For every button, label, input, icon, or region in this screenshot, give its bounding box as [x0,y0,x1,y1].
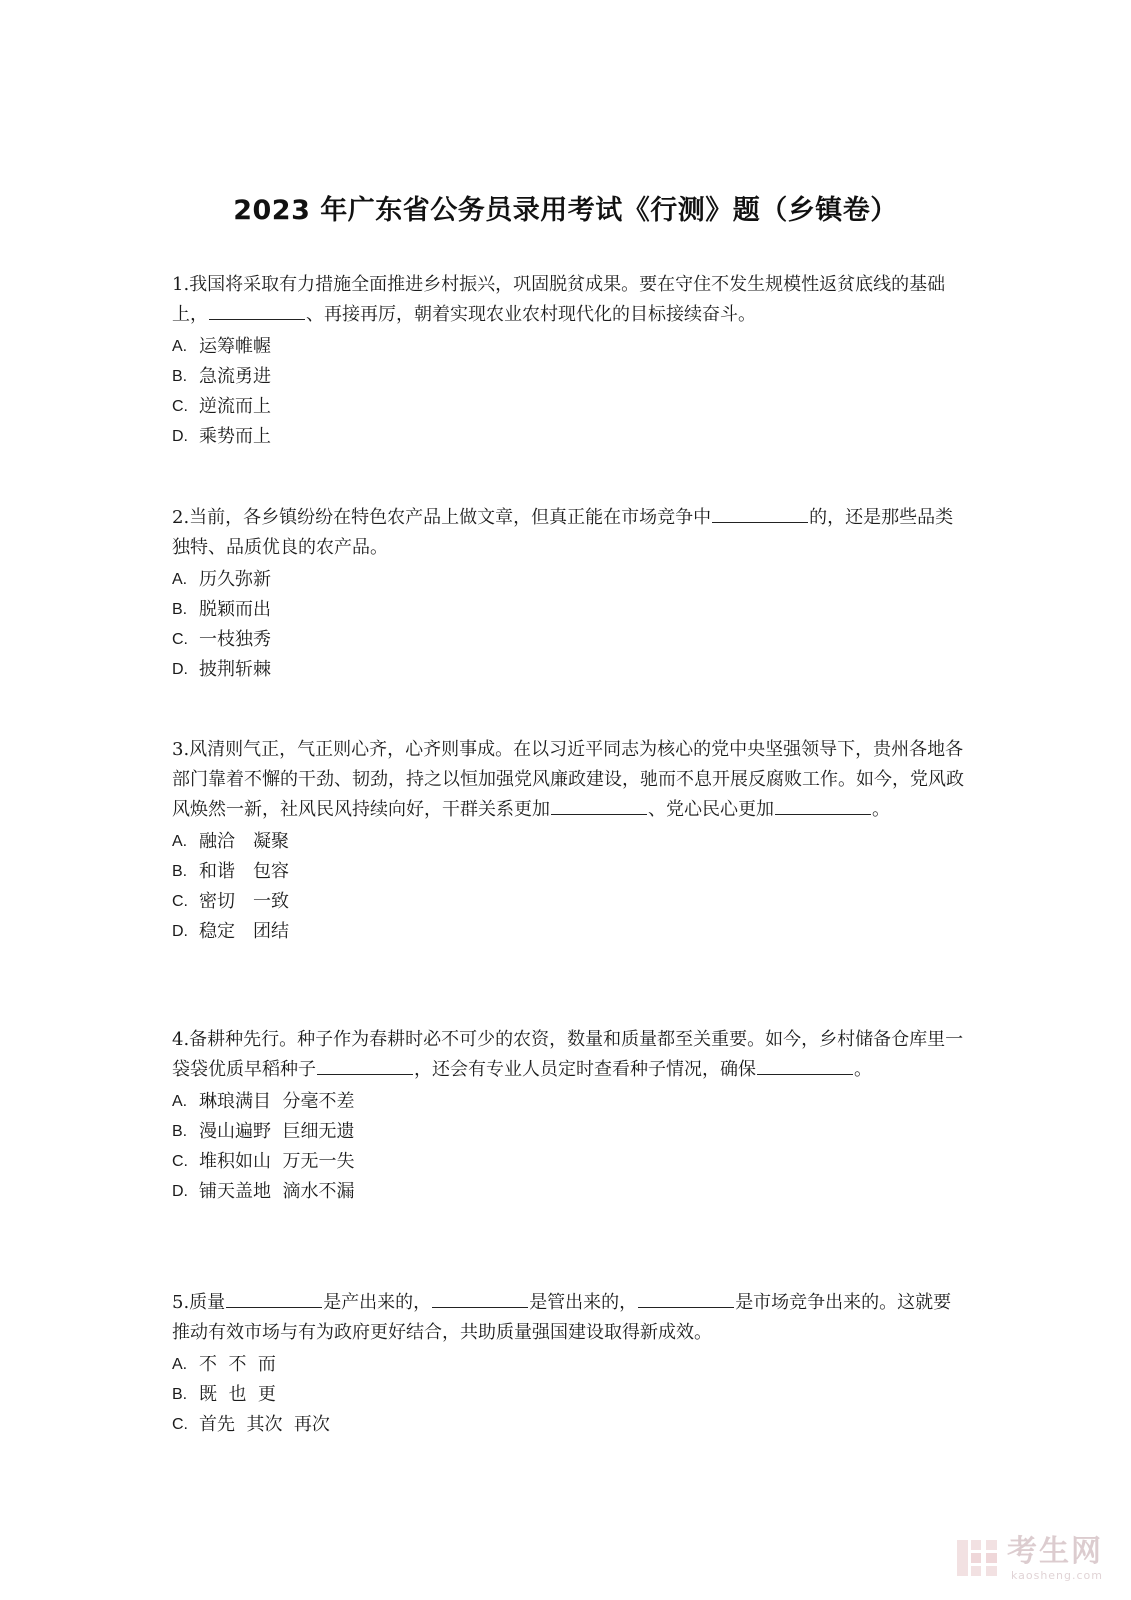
option-letter: D. [172,428,188,445]
option-letter: B. [172,863,188,880]
option-text: 历久弥新 [199,569,271,590]
option-text: 琳琅满目 分毫不差 [199,1091,355,1112]
answer-blank [551,796,647,815]
option-letter: D. [172,1183,188,1200]
option-text: 逆流而上 [199,396,271,417]
option-a [172,1087,967,1117]
question-stem [172,270,967,330]
options-list [172,1350,967,1440]
option-d [172,655,967,685]
stem-text: 3.风清则气正，气正则心齐，心齐则事成。在以习近平同志为核心的党中央坚强领导下，贵州各地各部门靠着不懈的干劲、韧劲，持之以恒加强党风廉政建设，驰而不息开展反腐败工作。如今，党风政风焕然一新，社风民风持续向好，干群关系更加 [172,739,964,820]
answer-blank [712,504,808,523]
watermark-url: kaosheng.com [1010,1568,1103,1582]
option-c [172,625,967,655]
question-1 [172,270,967,452]
option-a [172,1350,967,1380]
kaosheng-logo-icon [955,1536,999,1580]
option-text: 密切 一致 [199,891,289,912]
watermark-logo [955,1530,1103,1586]
option-text: 和谐 包容 [199,861,289,882]
option-letter: A. [172,1356,188,1373]
stem-text: 是产出来的， [323,1292,432,1313]
option-a [172,332,967,362]
option-letter: B. [172,1123,188,1140]
option-text: 乘势而上 [199,426,271,447]
option-text: 稳定 团结 [199,921,289,942]
question-stem [172,503,967,563]
option-letter: D. [172,923,188,940]
option-letter: A. [172,338,188,355]
option-c [172,392,967,422]
option-c [172,887,967,917]
option-c [172,1147,967,1177]
options-list [172,332,967,452]
option-text: 运筹帷幄 [199,336,271,357]
option-c [172,1410,967,1440]
option-a [172,827,967,857]
option-text: 急流勇进 [199,366,271,387]
options-list [172,827,967,947]
stem-text: 是管出来的， [529,1292,638,1313]
option-text: 铺天盖地 滴水不漏 [199,1181,355,1202]
option-d [172,917,967,947]
answer-blank [209,301,305,320]
option-text: 堆积如山 万无一失 [199,1151,355,1172]
option-text: 一枝独秀 [199,629,271,650]
stem-text: 、再接再厉，朝着实现农业农村现代化的目标接续奋斗。 [306,304,756,325]
question-5 [172,1288,967,1440]
answer-blank [226,1289,322,1308]
option-b [172,857,967,887]
answer-blank [432,1289,528,1308]
option-letter: B. [172,601,188,618]
stem-text: 、党心民心更加 [648,799,774,820]
question-3 [172,735,967,947]
options-list [172,565,967,685]
option-text: 首先 其次 再次 [199,1414,330,1435]
stem-text: 。 [854,1059,872,1080]
page-title: 2023 年广东省公务员录用考试《行测》题（乡镇卷） [233,195,898,227]
option-text: 既 也 更 [199,1384,276,1405]
stem-text: 是市场竞争出来的。这就要推动有效市场与有为政府更好结合，共助质量强国建设取得新成效。 [172,1292,952,1343]
stem-text: 1.我国将采取有力措施全面推进乡村振兴，巩固脱贫成果。要在守住不发生规模性返贫底线的基础上， [172,274,946,325]
option-letter: C. [172,631,188,648]
stem-text: ，还会有专业人员定时查看种子情况，确保 [414,1059,756,1080]
answer-blank [638,1289,734,1308]
option-b [172,595,967,625]
stem-text: 。 [872,799,890,820]
option-text: 融洽 凝聚 [199,831,289,852]
option-letter: C. [172,1416,188,1433]
option-letter: C. [172,893,188,910]
option-letter: A. [172,1093,188,1110]
option-b [172,1380,967,1410]
question-stem [172,1025,967,1085]
option-letter: C. [172,398,188,415]
option-text: 漫山遍野 巨细无遗 [199,1121,355,1142]
option-text: 不 不 而 [199,1354,276,1375]
option-letter: C. [172,1153,188,1170]
stem-text: 的，还是那些品类独特、品质优良的农产品。 [172,507,954,558]
option-d [172,1177,967,1207]
option-b [172,1117,967,1147]
option-letter: D. [172,661,188,678]
option-text: 脱颖而出 [199,599,271,620]
answer-blank [775,796,871,815]
option-letter: B. [172,1386,188,1403]
answer-blank [757,1056,853,1075]
question-stem [172,1288,967,1348]
question-stem [172,735,967,825]
stem-text: 4.备耕种先行。种子作为春耕时必不可少的农资，数量和质量都至关重要。如今，乡村储备仓库里一袋袋优质早稻种子 [172,1029,964,1080]
answer-blank [317,1056,413,1075]
option-a [172,565,967,595]
option-d [172,422,967,452]
watermark-text: 考生网 [1007,1533,1103,1569]
question-4 [172,1025,967,1207]
option-letter: A. [172,571,188,588]
option-text: 披荆斩棘 [199,659,271,680]
option-b [172,362,967,392]
options-list [172,1087,967,1207]
option-letter: B. [172,368,188,385]
stem-text: 2.当前，各乡镇纷纷在特色农产品上做文章，但真正能在市场竞争中 [172,507,712,528]
stem-text: 5.质量 [172,1292,226,1313]
question-2 [172,503,967,685]
option-letter: A. [172,833,188,850]
